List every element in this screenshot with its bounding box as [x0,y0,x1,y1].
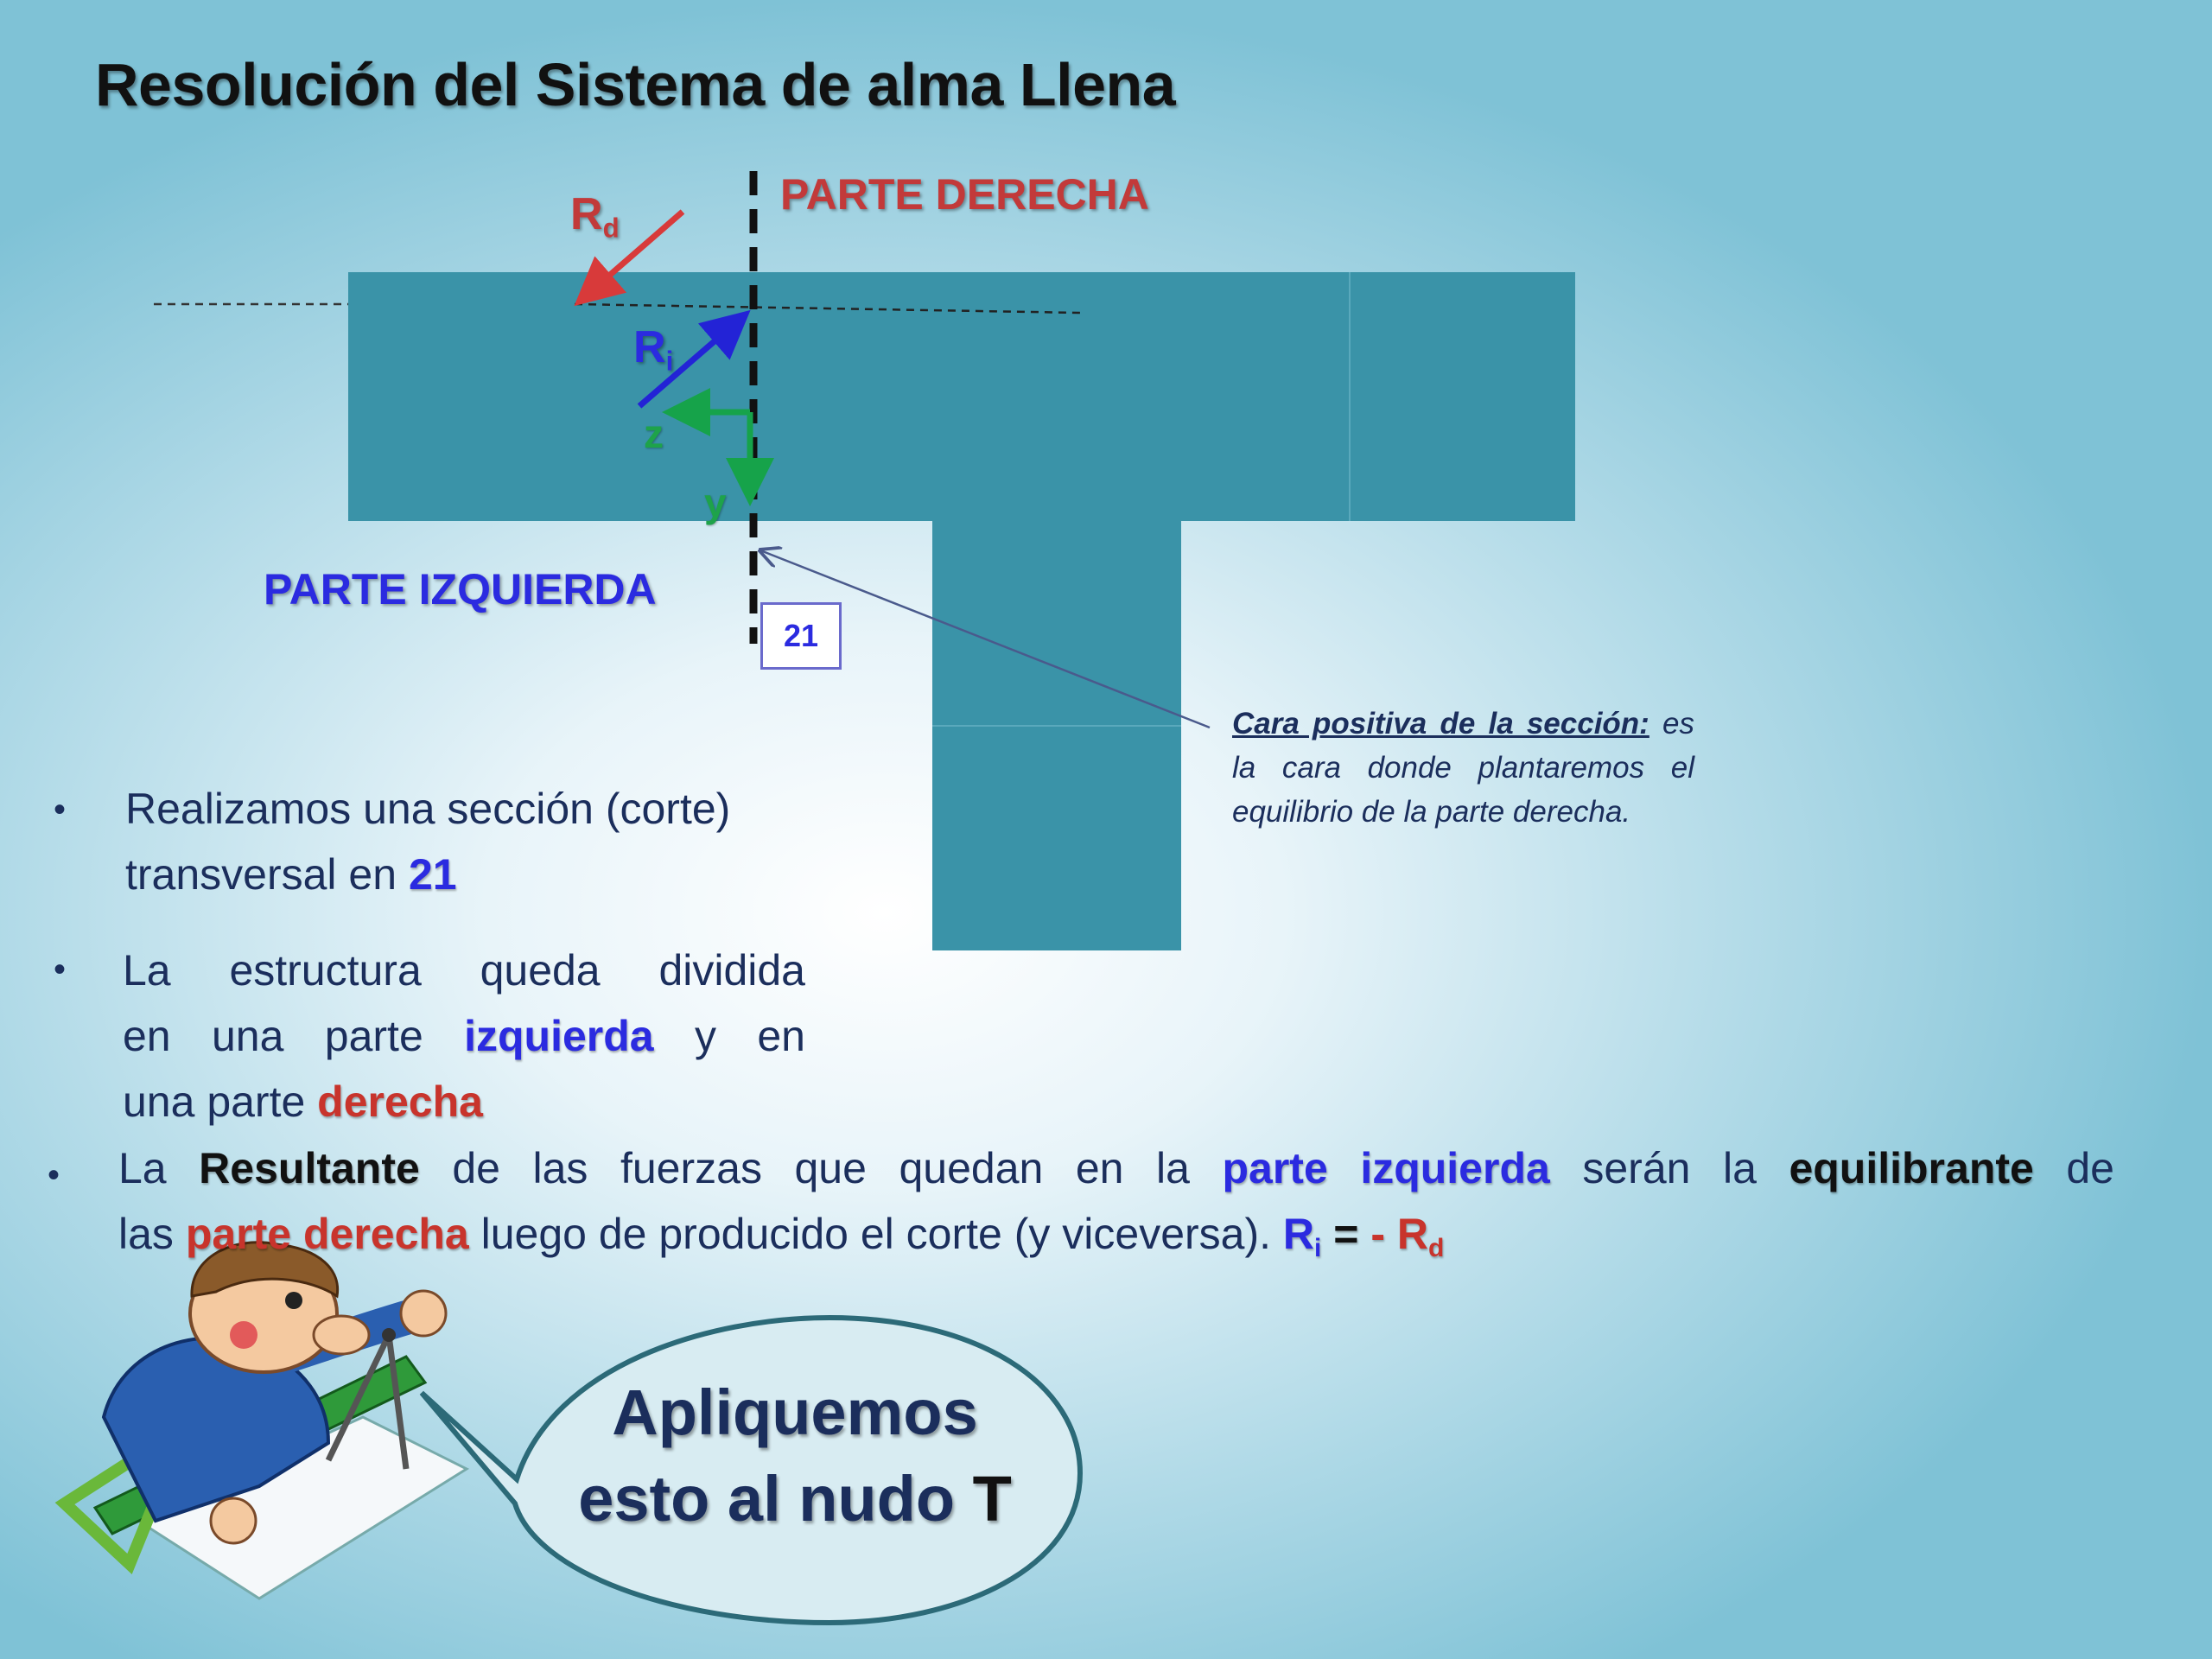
note-heading: Cara positiva de la sección: [1232,707,1649,741]
engineer-drafting-icon [65,1243,467,1599]
bubble-text: Apliquemos esto al nudo T [578,1376,1012,1535]
bullet-2-symbol: • [54,950,67,988]
bullet-1-symbol: • [54,791,67,829]
z-axis-label: z [644,411,664,456]
bullet-3-text: La Resultante de las fuerzas que quedan en la parte izquierda serán la equilibrante de las parte derecha luego de producido el corte (y viceversa). $R_i$ = - $R_d$ [118,1144,2114,1262]
bullet-2-text: La estructura queda dividida en una parte izquierda y en una parte derecha [123,946,805,1126]
beam-web [932,518,1181,950]
page-title: Resolución del Sistema de alma Llena [95,51,1176,118]
positive-face-note [1232,702,1694,834]
ri-label: $R_i$ [633,322,674,377]
bullet-1-text: Realizamos una sección (corte) transversal en 21 [125,785,731,899]
note-body: es la cara donde plantaremos el equilibrio de la parte derecha. [1232,707,1694,829]
parte-derecha-label: PARTE DERECHA [780,170,1149,219]
equation: $R_i$ = - $R_d$ [1282,1210,1445,1262]
parte-izquierda-label: PARTE IZQUIERDA [264,565,657,613]
section-number-box: 21 [760,602,842,670]
rd-label: $R_d$ [570,189,620,244]
bullet-3-symbol: • [48,1156,60,1194]
y-axis-label: y [704,480,727,525]
beam-flange [348,272,1575,521]
